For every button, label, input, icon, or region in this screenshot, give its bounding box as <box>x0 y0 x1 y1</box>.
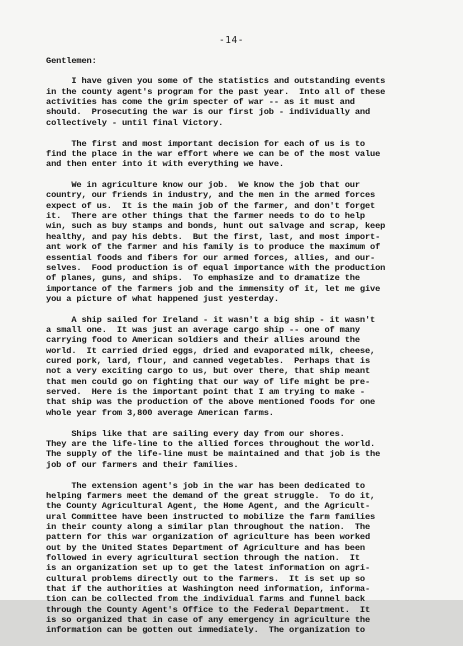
text-line: a small one. It was just an average cargo ship -- one of many <box>46 325 360 336</box>
text-line: world. It carried dried eggs, dried and evaporated milk, cheese, <box>46 345 376 356</box>
text-line: ant work of the farmer and his family is to produce the maximum of <box>46 242 381 253</box>
paragraph <box>46 76 446 128</box>
text-line: should. Prosecuting the war is our first job - individually and <box>46 107 371 118</box>
text-line: The first and most important decision for each of us is to <box>46 138 365 149</box>
text-line: of planes, guns, and ships. To emphasize and to dramatize the <box>46 273 360 284</box>
text-line: cultural problems directly out to the farmers. It is set up so <box>46 573 365 584</box>
text-line: selves. Food production is of equal importance with the production <box>46 262 386 273</box>
text-line: find the place in the war effort where we can be of the most value <box>46 148 381 159</box>
text-line: that ship was the production of the above mentioned foods for one <box>46 397 376 408</box>
text-line: healthy, and pay his debts. But the first, last, and most import- <box>46 231 381 242</box>
text-line: activities has come the grim specter of war -- as it must and <box>46 97 355 108</box>
text-line: and then enter into it with everything we have. <box>46 159 284 170</box>
text-line: you a picture of what happened just yesterday. <box>46 293 279 304</box>
text-line: cured pork, lard, flour, and canned vegetables. Perhaps that is <box>46 356 371 367</box>
text-line: not a very exciting cargo to us, but over there, that ship meant <box>46 366 371 377</box>
text-line: followed in every agricultural section through the nation. It <box>46 552 360 563</box>
text-line: collectively - until final Victory. <box>46 117 224 128</box>
text-line: A ship sailed for Ireland - it wasn't a big ship - it wasn't <box>46 314 376 325</box>
text-line: job of our farmers and their families. <box>46 459 239 470</box>
text-line: that men could go on fighting that our way of life might be pre- <box>46 376 371 387</box>
text-line: in the county agent's program for the past year. Into all of these <box>46 86 386 97</box>
text-line: pattern for this war organization of agriculture has been worked <box>46 532 371 543</box>
text-line: in their county along a similar plan throughout the nation. The <box>46 521 371 532</box>
text-line: is so organized that in case of any emergency in agriculture the <box>46 615 371 625</box>
text-line: The extension agent's job in the war has been dedicated to <box>46 480 365 491</box>
paragraph <box>46 429 446 470</box>
text-line: information can be gotten out immediately. The organization to <box>46 625 365 636</box>
text-line: ural Committee have been instructed to mobilize the farm families <box>46 511 376 522</box>
text-line: Ships like that are sailing every day from our shores. <box>46 428 345 439</box>
paragraph <box>46 139 446 170</box>
text-line: The supply of the life-line must be maintained and that job is the <box>46 449 381 460</box>
text-line: whole year from 3,800 average American farms. <box>46 407 274 418</box>
letter-body <box>46 56 446 646</box>
page-number: -14- <box>219 35 244 46</box>
text-line: served. Here is the important point that I am trying to make - <box>46 387 365 398</box>
text-line: country, our friends in industry, and the men in the armed forces <box>46 190 376 201</box>
text-line: importance of the farmers job and the immensity of it, let me give <box>46 283 381 294</box>
text-line: that if the authorities at Washington need information, informa- <box>46 583 371 594</box>
text-line: through the County Agent's Office to the Federal Department. It <box>46 604 371 615</box>
text-line: essential foods and fibers for our armed forces, allies, and our- <box>46 252 376 263</box>
paragraph <box>46 481 446 636</box>
text-line: tion can be collected from the individual farms and funnel back <box>46 594 365 605</box>
text-line: is an organization set up to get the latest information on agri- <box>46 563 371 574</box>
text-line: I have given you some of the statistics and outstanding events <box>46 76 386 87</box>
text-line: the County Agricultural Agent, the Home Agent, and the Agricult- <box>46 501 371 512</box>
salutation: Gentlemen: <box>46 56 97 66</box>
paragraph-list <box>46 76 446 635</box>
text-line: win, such as buy stamps and bonds, hunt out salvage and scrap, keep <box>46 221 386 232</box>
text-line: expect of us. It is the main job of the farmer, and don't forget <box>46 200 376 211</box>
text-line: They are the life-line to the allied forces throughout the world. <box>46 439 376 449</box>
paragraph <box>46 315 446 418</box>
text-line: We in agriculture know our job. We know the job that our <box>46 180 360 191</box>
paragraph <box>46 180 446 304</box>
text-line: out by the United States Department of Agriculture and has been <box>46 542 365 553</box>
text-line: carrying food to American soldiers and their allies around the <box>46 335 360 346</box>
text-line: helping farmers meet the demand of the great struggle. To do it, <box>46 490 376 501</box>
text-line: it. There are other things that the farmer needs to do to help <box>46 211 365 222</box>
